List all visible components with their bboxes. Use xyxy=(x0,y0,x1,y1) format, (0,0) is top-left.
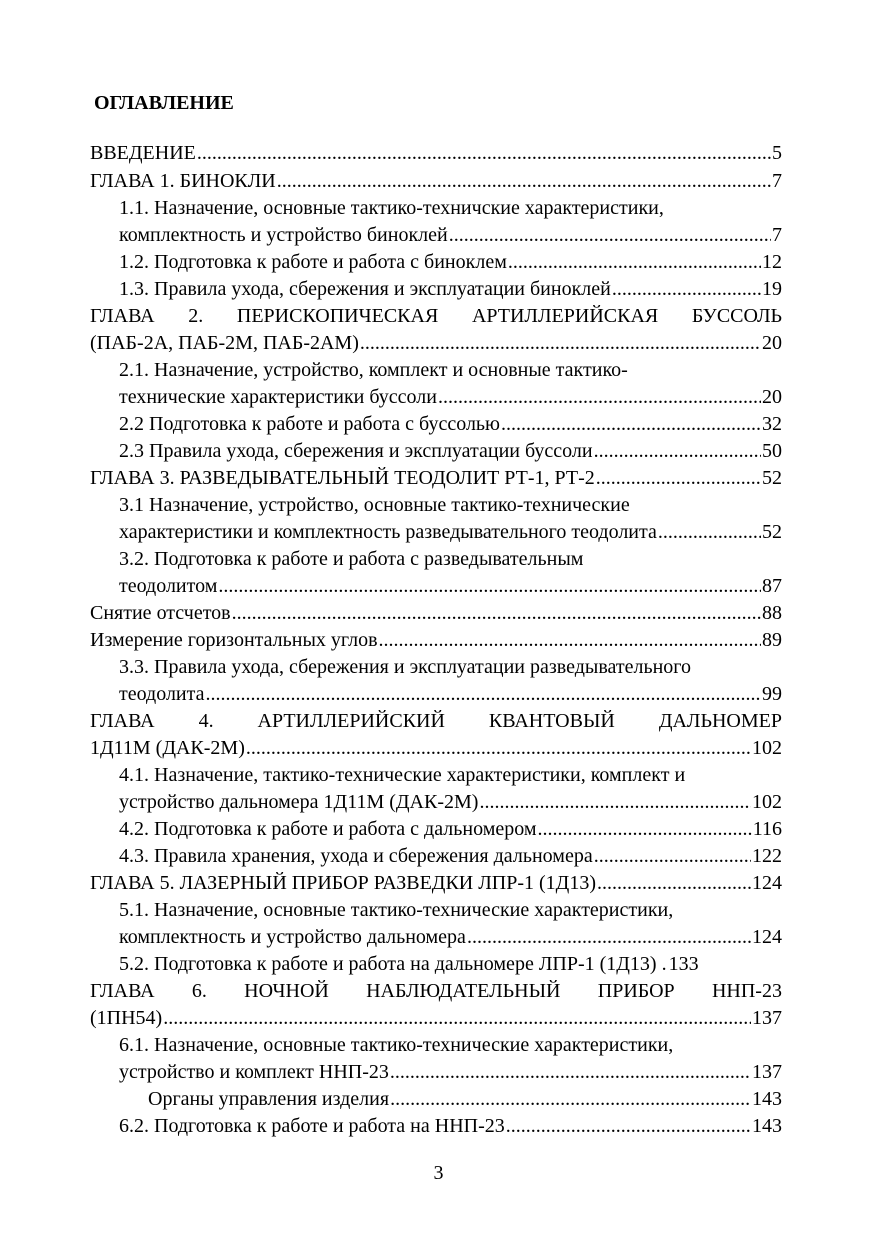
toc-entry-chapter-3[interactable] xyxy=(90,465,782,491)
toc-entry-page: 124 xyxy=(752,872,782,894)
toc-entry-controls[interactable] xyxy=(148,1086,782,1112)
toc-entry-page: 50 xyxy=(762,440,782,462)
toc-entry-title: характеристики и комплектность разведывательного теодолита xyxy=(119,521,657,543)
toc-entry-title[interactable]: 2.1. Назначение, устройство, комплект и основные тактико- xyxy=(119,359,628,381)
toc-entry-page: 143 xyxy=(752,1115,782,1137)
toc-entry-title: 2.2 Подготовка к работе и работа с буссолью xyxy=(119,413,500,435)
toc-entry-page: 137 xyxy=(752,1007,782,1029)
toc-word: 4. xyxy=(198,710,214,732)
toc-entry-chapter-5[interactable] xyxy=(90,870,782,896)
toc-entry-title: комплектность и устройство биноклей xyxy=(119,224,448,246)
toc-entry-title: устройство дальномера 1Д11М (ДАК-2М) xyxy=(119,791,479,813)
toc-entry-title[interactable]: 4.1. Назначение, тактико-технические характеристики, комплект и xyxy=(119,764,686,786)
toc-entry-title: ГЛАВА 3. РАЗВЕДЫВАТЕЛЬНЫЙ ТЕОДОЛИТ РТ-1, РТ-2 xyxy=(90,467,595,489)
toc-entry-page: 19 xyxy=(762,278,782,300)
toc-entry-section-6-2[interactable] xyxy=(119,1113,782,1139)
toc-entry-title: 5.2. Подготовка к работе и работа на дальномере ЛПР-1 (1Д13) . xyxy=(119,953,667,975)
page-number: 3 xyxy=(433,1162,444,1184)
toc-entry-title: Органы управления изделия xyxy=(148,1088,390,1110)
toc-entry-readings[interactable] xyxy=(90,600,782,626)
toc-entry-title: 1.2. Подготовка к работе и работа с биноклем xyxy=(119,251,507,273)
toc-word: 2. xyxy=(188,305,204,327)
toc-entry-page: 7 xyxy=(772,170,782,192)
toc-entry-page: 5 xyxy=(772,142,782,164)
toc-entry-section-5-2[interactable] xyxy=(119,951,782,977)
toc-entry-title: устройство и комплект ННП-23 xyxy=(119,1061,389,1083)
toc-entry-title: 6.2. Подготовка к работе и работа на ННП-23 xyxy=(119,1115,505,1137)
toc-entry-chapter-2-cont[interactable] xyxy=(90,330,782,356)
toc-entry-introduction[interactable] xyxy=(90,140,782,166)
toc-entry-section-4-2[interactable] xyxy=(119,816,782,842)
toc-word: НАБЛЮДАТЕЛЬНЫЙ xyxy=(366,980,561,1002)
toc-entry-section-2-3[interactable] xyxy=(119,438,782,464)
toc-entry-section-1-2[interactable] xyxy=(119,249,782,275)
toc-entry-chapter-6[interactable] xyxy=(90,978,782,1004)
toc-entry-page: 124 xyxy=(752,926,782,948)
toc-entry-title: ГЛАВА 1. БИНОКЛИ xyxy=(90,170,276,192)
toc-word: ДАЛЬНОМЕР xyxy=(658,710,782,732)
toc-entry-page: 87 xyxy=(762,575,782,597)
toc-entry-title: ГЛАВА 5. ЛАЗЕРНЫЙ ПРИБОР РАЗВЕДКИ ЛПР-1 (1Д13) xyxy=(90,872,596,894)
toc-entry-page: 137 xyxy=(752,1061,782,1083)
toc-entry-title: Снятие отсчетов xyxy=(90,602,231,624)
toc-entry-title[interactable]: 1.1. Назначение, основные тактико-техничские характеристики, xyxy=(119,197,664,219)
toc-entry-title: теодолитом xyxy=(119,575,218,597)
toc-entry-page: 52 xyxy=(762,467,782,489)
toc-entry-title[interactable]: 3.1 Назначение, устройство, основные тактико-технические xyxy=(119,494,630,516)
toc-entry-title: 4.2. Подготовка к работе и работа с дальномером xyxy=(119,818,537,840)
toc-word: ПЕРИСКОПИЧЕСКАЯ xyxy=(236,305,439,327)
toc-entry-title: технические характеристики буссоли xyxy=(119,386,437,408)
toc-entry-section-6-1[interactable] xyxy=(119,1059,782,1085)
toc-entry-page: 133 xyxy=(668,953,699,975)
toc-entry-section-3-1[interactable] xyxy=(119,519,782,545)
toc-entry-title: (ПАБ-2А, ПАБ-2М, ПАБ-2АМ) xyxy=(90,332,359,354)
toc-entry-page: 12 xyxy=(762,251,782,273)
toc-entry-title: ВВЕДЕНИЕ xyxy=(90,142,196,164)
toc-entry-section-3-3[interactable] xyxy=(119,681,782,707)
toc-word: ГЛАВА xyxy=(90,710,155,732)
toc-entry-chapter-1[interactable] xyxy=(90,168,782,194)
toc-entry-chapter-6-cont[interactable] xyxy=(90,1005,782,1031)
toc-entry-title[interactable]: 6.1. Назначение, основные тактико-технические характеристики, xyxy=(119,1034,674,1056)
toc-entry-page: 143 xyxy=(752,1088,782,1110)
toc-entry-title[interactable]: 5.1. Назначение, основные тактико-технические характеристики, xyxy=(119,899,674,921)
toc-word: ПРИБОР xyxy=(597,980,675,1002)
toc-entry-title: 2.3 Правила ухода, сбережения и эксплуатации буссоли xyxy=(119,440,593,462)
toc-entry-page: 89 xyxy=(762,629,782,651)
toc-entry-section-1-3[interactable] xyxy=(119,276,782,302)
toc-entry-section-4-1[interactable] xyxy=(119,789,782,815)
toc-word: НОЧНОЙ xyxy=(244,980,329,1002)
toc-entry-section-3-2[interactable] xyxy=(119,573,782,599)
toc-entry-title: комплектность и устройство дальномера xyxy=(119,926,466,948)
toc-entry-page: 32 xyxy=(762,413,782,435)
toc-word: 6. xyxy=(191,980,207,1002)
toc-entry-section-2-2[interactable] xyxy=(119,411,782,437)
toc-entry-page: 52 xyxy=(762,521,782,543)
toc-entry-page: 102 xyxy=(752,737,782,759)
toc-entry-page: 20 xyxy=(762,332,782,354)
toc-entry-title: теодолита xyxy=(119,683,205,705)
toc-entry-page: 102 xyxy=(752,791,782,813)
toc-entry-title[interactable]: 3.3. Правила ухода, сбережения и эксплуатации разведывательного xyxy=(119,656,691,678)
toc-word: КВАНТОВЫЙ xyxy=(488,710,615,732)
toc-entry-title: 1.3. Правила ухода, сбережения и эксплуатации биноклей xyxy=(119,278,611,300)
toc-entry-chapter-2[interactable] xyxy=(90,303,782,329)
toc-word: АРТИЛЛЕРИЙСКИЙ xyxy=(257,710,445,732)
toc-entry-chapter-4[interactable] xyxy=(90,708,782,734)
toc-entry-page: 122 xyxy=(752,845,782,867)
toc-word: БУССОЛЬ xyxy=(691,305,782,327)
toc-entry-page: 7 xyxy=(772,224,782,246)
toc-entry-title: 4.3. Правила хранения, ухода и сбережения дальномера xyxy=(119,845,593,867)
toc-entry-title[interactable]: 3.2. Подготовка к работе и работа с разведывательным xyxy=(119,548,584,570)
toc-entry-angles[interactable] xyxy=(90,627,782,653)
toc-entry-title: 1Д11М (ДАК-2М) xyxy=(90,737,245,759)
toc-entry-section-2-1[interactable] xyxy=(119,384,782,410)
toc-word: ГЛАВА xyxy=(90,980,155,1002)
page-title: ОГЛАВЛЕНИЕ xyxy=(94,92,234,114)
toc-entry-chapter-4-cont[interactable] xyxy=(90,735,782,761)
toc-entry-section-4-3[interactable] xyxy=(119,843,782,869)
toc-entry-title: Измерение горизонтальных углов xyxy=(90,629,378,651)
toc-entry-section-5-1[interactable] xyxy=(119,924,782,950)
toc-word: ГЛАВА xyxy=(90,305,155,327)
toc-word: АРТИЛЛЕРИЙСКАЯ xyxy=(471,305,659,327)
toc-entry-page: 20 xyxy=(762,386,782,408)
toc-entry-section-1-1[interactable] xyxy=(119,222,782,248)
toc-entry-page: 88 xyxy=(762,602,782,624)
toc-entry-title: (1ПН54) xyxy=(90,1007,163,1029)
toc-word: ННП-23 xyxy=(711,980,782,1002)
toc-entry-page: 99 xyxy=(762,683,782,705)
toc-entry-page: 116 xyxy=(752,818,782,840)
